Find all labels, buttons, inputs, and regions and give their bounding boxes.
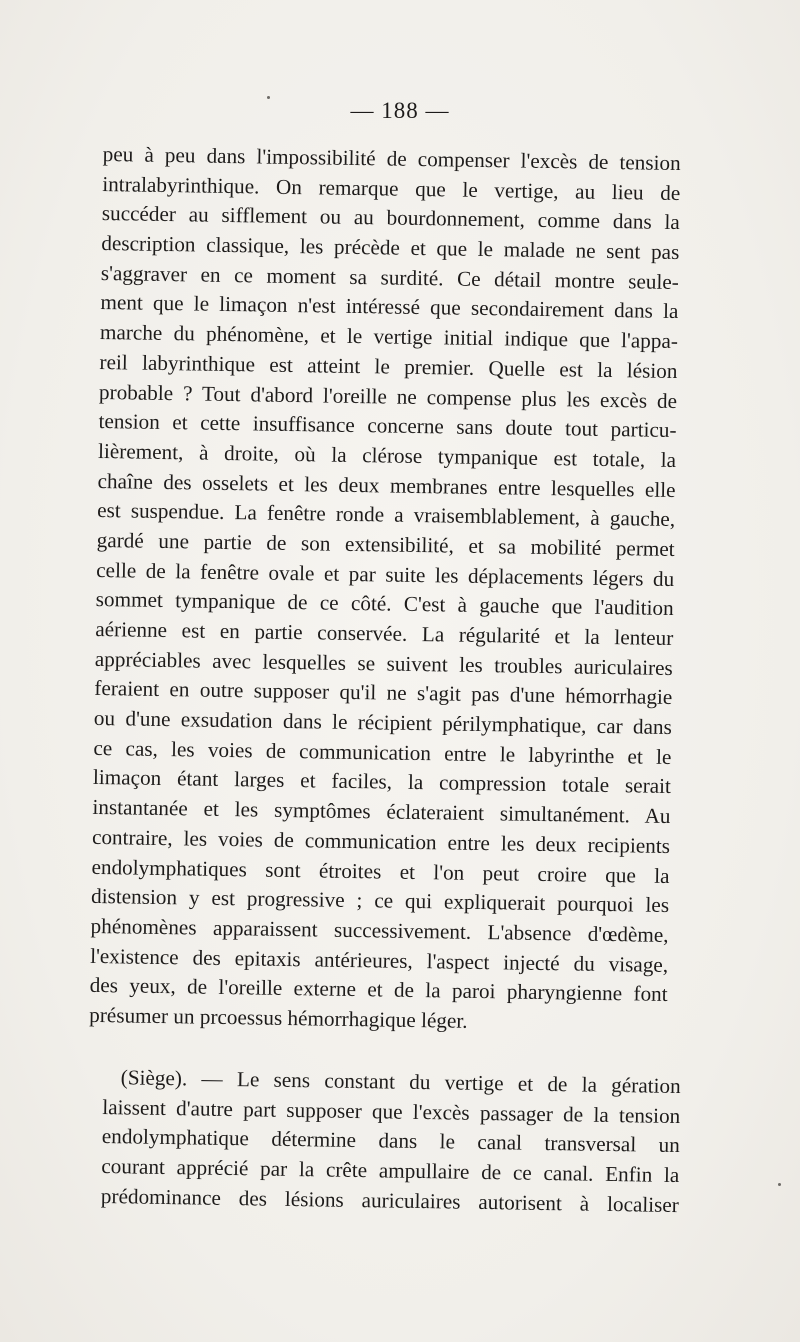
text-line: aérienne est en partie conservée. La régularité et la lenteur xyxy=(95,616,674,651)
text-line: succéder au sifflement ou au bourdonnement, comme dans la xyxy=(101,201,680,235)
paper-speck xyxy=(778,1183,781,1186)
text-line: chaîne des osselets et les deux membranes entre lesquelles elle xyxy=(97,468,676,502)
text-line: ment que le limaçon n'est intéressé que secondairement dans la xyxy=(100,290,679,324)
text-line: instantanée et les symptômes éclateraient simultanément. Au xyxy=(92,795,671,829)
text-line: présumer un prcoessus hémorrhagique léger. xyxy=(89,1002,468,1033)
text-line: endolymphatiques sont étroites et l'on peut croire que la xyxy=(91,854,670,888)
text-line: phénomènes apparaissent successivement. L'absence d'œdème, xyxy=(90,913,669,947)
paragraph-2 xyxy=(101,1063,681,1220)
text-line: lièrement, à droite, où la clérose tympanique est totale, la xyxy=(97,438,677,472)
text-line: s'aggraver en ce moment sa surdité. Ce détail montre seule- xyxy=(100,260,680,294)
text-line: ce cas, les voies de communication entre le labyrinthe et le xyxy=(93,735,672,769)
text-line: des yeux, de l'oreille externe et de la paroi pharyngienne font xyxy=(89,973,668,1007)
text-line: tension et cette insuffisance concerne sans doute tout particu- xyxy=(98,409,677,443)
text-line: distension y est progressive ; ce qui expliquerait pourquoi les xyxy=(90,884,670,918)
text-line: l'existence des epitaxis antérieures, l'aspect injecté du visage, xyxy=(90,943,669,977)
text-line: contraire, les voies de communication entre les deux recipients xyxy=(91,824,671,858)
text-line: reil labyrinthique est atteint le premier. Quelle est la lésion xyxy=(99,349,678,383)
text-line: (Siège). — Le sens constant du vertige et de la gération xyxy=(120,1065,681,1099)
text-line: marche du phénomène, et le vertige initial indique que l'appa- xyxy=(99,320,679,354)
text-line: endolymphatique détermine dans le canal transversal un xyxy=(101,1124,680,1158)
text-line: description classique, les précède et que le malade ne sent pas xyxy=(101,231,680,265)
text-line: ou d'une exsudation dans le récipient périlymphatique, car dans xyxy=(93,705,673,740)
text-line: courant apprécié par la crête ampullaire de ce canal. Enfin la xyxy=(101,1154,680,1188)
text-line: sommet tympanique de ce côté. C'est à gauche que l'audition xyxy=(95,587,674,621)
text-line: prédominance des lésions auriculaires autorisent à localiser xyxy=(100,1183,680,1217)
text-line: appréciables avec lesquelles se suivent les troubles auriculaires xyxy=(94,646,673,680)
text-line: est suspendue. La fenêtre ronde a vraisemblablement, à gauche, xyxy=(96,498,676,532)
text-line: gardé une partie de son extensibilité, et sa mobilité permet xyxy=(96,527,675,561)
paragraph-1 xyxy=(89,140,681,1040)
text-line: laissent d'autre part supposer que l'excès passager de la tension xyxy=(102,1094,681,1128)
text-line: probable ? Tout d'abord l'oreille ne compense plus les excès de xyxy=(98,379,678,413)
text-line: intralabyrinthique. On remarque que le vertige, au lieu de xyxy=(102,171,681,205)
page-number: — 188 — xyxy=(350,98,450,123)
text-line: celle de la fenêtre ovale et par suite les déplacements légers du xyxy=(96,557,675,591)
text-line: peu à peu dans l'impossibilité de compenser l'excès de tension xyxy=(102,141,681,176)
text-line: feraient en outre supposer qu'il ne s'agit pas d'une hémorrhagie xyxy=(94,676,673,710)
text-line: limaçon étant larges et faciles, la compression totale serait xyxy=(92,765,672,799)
